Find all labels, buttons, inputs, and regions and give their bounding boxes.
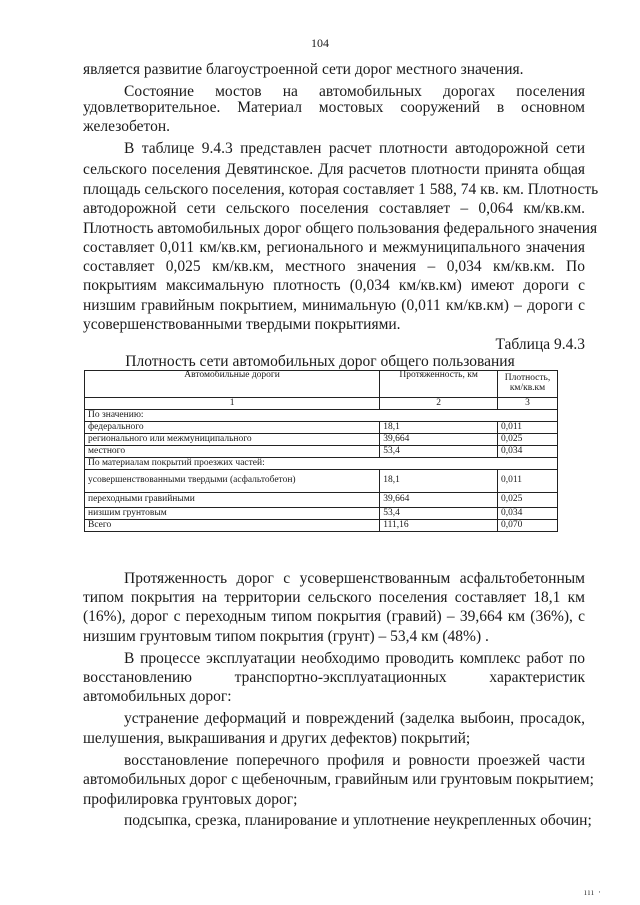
text-line: усовершенствованными твердыми покрытиями. (83, 316, 401, 333)
table-number: Таблица 9.4.3 (495, 336, 585, 353)
text-line: Плотность автомобильных дорог общего пользования федерального значения (83, 220, 598, 237)
list-item: подсыпка, срезка, планирование и уплотнение неукрепленных обочин; (124, 812, 592, 829)
table-row (85, 508, 558, 520)
text-line: В процессе эксплуатации необходимо проводить комплекс работ по (124, 650, 585, 667)
table-row (85, 434, 558, 446)
text-line: является развитие благоустроенной сети дорог местного значения. (83, 61, 524, 78)
header-length: Протяженность, км (380, 371, 498, 398)
text-line: составляет 0,011 км/кв.км, регионального и межмуниципального значения (83, 239, 585, 256)
text-line: Состояние мостов на автомобильных дорогах поселения (124, 83, 585, 100)
table-total-row (85, 520, 558, 532)
total-density: 0,070 (498, 520, 558, 532)
row-name: федерального (85, 422, 380, 434)
row-density: 0,011 (498, 422, 558, 434)
row-name: переходными гравийными (85, 493, 380, 508)
text-line: типом покрытия на территории сельского поселения составляет 18,1 км (83, 589, 585, 606)
text-line: автодорожной сети сельского поселения составляет – 0,064 км/кв.км. (83, 200, 585, 217)
row-name: усовершенствованными твердыми (асфальтобетон) (85, 470, 380, 493)
row-length: 39,664 (380, 493, 498, 508)
density-table (84, 370, 558, 532)
header-roads: Автомобильные дороги (85, 371, 380, 398)
text-line: Протяженность дорог с усовершенствованным асфальтобетонным (124, 570, 585, 587)
row-length: 18,1 (380, 470, 498, 493)
table-row (85, 493, 558, 508)
text-line: железобетон. (83, 118, 171, 135)
text-line: низшим гравийным покрытием, минимальную (0,011 км/кв.км) – дороги с (83, 297, 585, 314)
scan-mark: ııı · (584, 887, 602, 897)
row-density: 0,034 (498, 508, 558, 520)
text-line: низшим грунтовым типом покрытия (грунт) – 53,4 км (48%) . (83, 628, 489, 645)
column-number: 1 (85, 398, 380, 410)
table-section-row (85, 458, 558, 470)
text-line: восстановлению транспортно-эксплуатационных характеристик (83, 669, 585, 686)
table-header-row (85, 371, 558, 398)
text-line: В таблице 9.4.3 представлен расчет плотности автодорожной сети (124, 140, 585, 157)
list-item-cont: профилировка грунтовых дорог; (83, 791, 298, 808)
table-row (85, 422, 558, 434)
table-title: Плотность сети автомобильных дорог общего пользования (125, 353, 515, 370)
row-density: 0,025 (498, 493, 558, 508)
section-by-surface: По материалам покрытий проезжих частей: (85, 458, 558, 470)
column-number: 3 (498, 398, 558, 410)
table-row (85, 446, 558, 458)
total-length: 111,16 (380, 520, 498, 532)
list-item-cont: автомобильных дорог с щебеночным, гравийным или грунтовым покрытием; (83, 771, 594, 788)
text-line: составляет 0,025 км/кв.км, местного значения – 0,034 км/кв.км. По (83, 258, 585, 275)
text-line: удовлетворительное. Материал мостовых сооружений в основном (83, 99, 585, 116)
total-label: Всего (85, 520, 380, 532)
row-name: низшим грунтовым (85, 508, 380, 520)
table-column-numbers (85, 398, 558, 410)
row-density: 0,034 (498, 446, 558, 458)
row-length: 53,4 (380, 508, 498, 520)
page-number: 104 (311, 36, 329, 50)
row-name: местного (85, 446, 380, 458)
text-line: автомобильных дорог: (83, 688, 232, 705)
list-item: устранение деформаций и повреждений (заделка выбоин, просадок, (124, 710, 585, 727)
row-name: регионального или межмуниципального (85, 434, 380, 446)
text-line: (16%), дорог с переходным типом покрытия (гравий) – 39,664 км (36%), с (83, 608, 585, 625)
text-line: покрытиям максимальную плотность (0,034 км/кв.км) имеют дороги с (83, 277, 585, 294)
column-number: 2 (380, 398, 498, 410)
table-section-row (85, 410, 558, 422)
text-line: сельского поселения Девятинское. Для расчетов плотности принята общая (83, 161, 585, 178)
table-row (85, 470, 558, 493)
row-density: 0,011 (498, 470, 558, 493)
row-length: 39,664 (380, 434, 498, 446)
section-by-significance: По значению: (85, 410, 558, 422)
header-density: Плотность, км/кв.км (498, 371, 558, 398)
row-length: 53,4 (380, 446, 498, 458)
row-density: 0,025 (498, 434, 558, 446)
text-line: площадь сельского поселения, которая составляет 1 588, 74 кв. км. Плотность (83, 181, 599, 198)
row-length: 18,1 (380, 422, 498, 434)
list-item: восстановление поперечного профиля и ровности проезжей части (124, 752, 585, 769)
list-item-cont: шелушения, выкрашивания и других дефектов) покрытий; (83, 730, 471, 747)
